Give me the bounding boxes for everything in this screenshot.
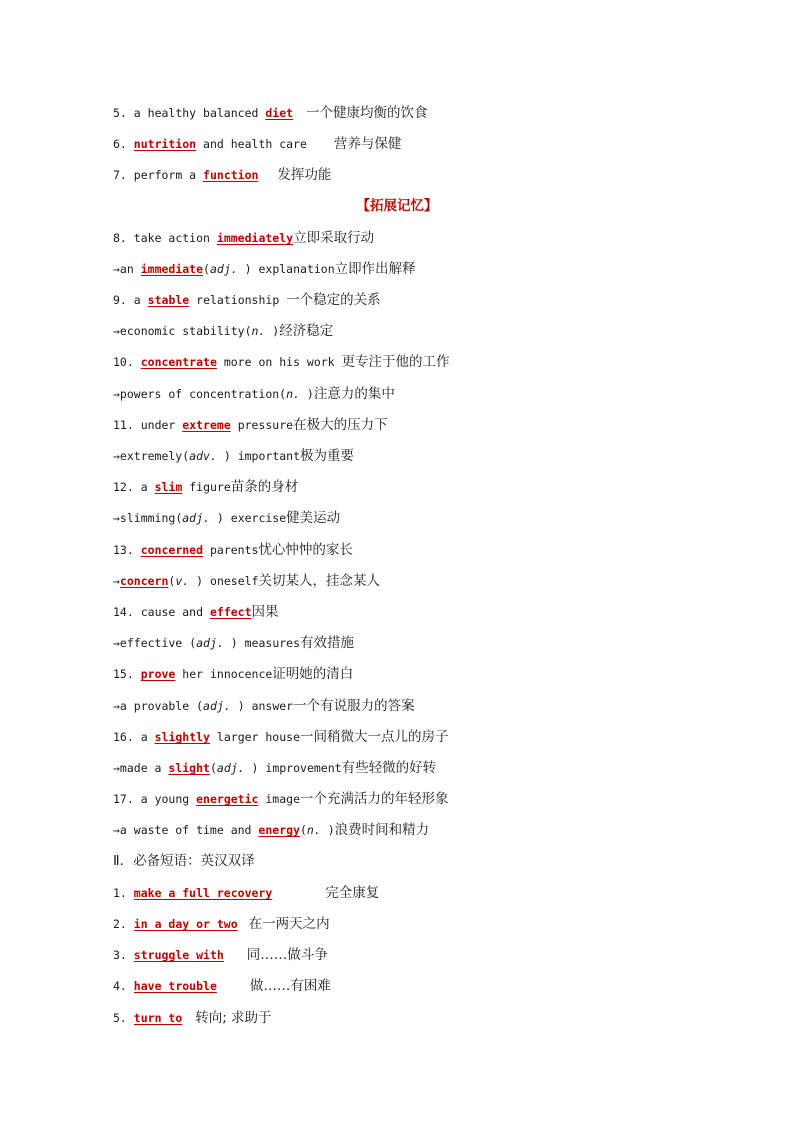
item-number: 5.: [113, 1011, 127, 1025]
phrase-text: her innocence: [182, 667, 273, 681]
answer-word: energy: [258, 823, 300, 837]
item-number: 8.: [113, 231, 127, 245]
paren-open: (: [299, 823, 307, 837]
item-number: 15.: [113, 667, 134, 681]
paren-close: ): [251, 761, 259, 775]
chinese-translation: 在极大的压力下: [293, 417, 388, 433]
section-heading-expand: 【拓展记忆】: [356, 198, 438, 214]
item-number: 3.: [113, 948, 127, 962]
chinese-translation: 有些轻微的好转: [341, 760, 437, 776]
answer-phrase: in a day or two: [133, 917, 238, 931]
part-of-speech: adj.: [182, 511, 210, 525]
derivation-prefix: →economic stability: [113, 324, 245, 338]
derivation-prefix: →slimming: [113, 511, 176, 525]
phrase-text: cause and: [140, 605, 204, 619]
vocab-line: [113, 352, 450, 372]
paren-close: ): [223, 449, 231, 463]
chinese-translation: 有效措施: [300, 635, 355, 651]
chinese-translation: 做……有困难: [249, 978, 331, 994]
answer-word: immediate: [140, 262, 204, 276]
phrase-text: figure: [189, 480, 231, 494]
part-of-speech: adv.: [189, 449, 217, 463]
answer-word: effect: [209, 605, 252, 619]
chinese-translation: 浪费时间和精力: [334, 822, 430, 838]
phrase-text: more on his work: [223, 355, 335, 369]
item-number: 12.: [113, 480, 134, 494]
item-number: 16.: [113, 730, 134, 744]
derivation-line: [113, 508, 340, 528]
vocab-line: [113, 415, 388, 435]
item-number: 7.: [113, 168, 127, 182]
chinese-translation: 同……做斗争: [246, 947, 328, 963]
phrase-text: important: [237, 449, 301, 463]
chinese-translation: 立即采取行动: [293, 230, 375, 246]
chinese-translation: 注意力的集中: [313, 386, 395, 402]
chinese-translation: 转向; 求助于: [195, 1010, 272, 1026]
part-of-speech: v.: [175, 574, 190, 588]
answer-phrase: make a full recovery: [133, 886, 273, 900]
derivation-prefix: →extremely: [113, 449, 183, 463]
phrase-text: measures: [244, 636, 301, 650]
answer-word: energetic: [196, 792, 259, 806]
chinese-translation: 更专注于他的工作: [341, 354, 450, 370]
chinese-translation: 一个充满活力的年轻形象: [300, 791, 449, 807]
derivation-prefix: →an: [113, 262, 134, 276]
part-of-speech: adj.: [216, 761, 245, 775]
phrase-text: take action: [133, 231, 210, 245]
paren-close: ): [244, 262, 252, 276]
vocab-line: [113, 477, 298, 497]
chinese-translation: 一间稍微大一点儿的房子: [300, 729, 449, 745]
chinese-translation: 忧心忡忡的家长: [258, 542, 353, 558]
derivation-line: [113, 384, 395, 404]
vocab-line: [113, 789, 449, 809]
phrase-line: [113, 1008, 272, 1028]
phrase-text: improvement: [265, 761, 342, 775]
item-number: 4.: [113, 979, 127, 993]
chinese-translation: 完全康复: [325, 885, 380, 901]
derivation-line: [113, 820, 429, 840]
part-of-speech: n.: [306, 823, 321, 837]
paren-close: ): [306, 387, 314, 401]
answer-word: diet: [265, 106, 294, 120]
phrase-text: a: [133, 293, 141, 307]
phrase-line: [113, 976, 331, 996]
derivation-line: [113, 696, 415, 716]
derivation-prefix: →: [113, 574, 120, 588]
phrase-line: [113, 945, 328, 965]
paren-close: ): [196, 574, 204, 588]
phrase-text: oneself: [210, 574, 259, 588]
answer-word: slim: [154, 480, 183, 494]
phrase-text: pressure: [237, 418, 294, 432]
answer-word: slight: [168, 761, 210, 775]
item-number: 1.: [113, 886, 127, 900]
paren-close: ): [230, 636, 238, 650]
chinese-translation: 健美运动: [286, 510, 341, 526]
vocab-line: [113, 727, 449, 747]
item-number: 2.: [113, 917, 127, 931]
phrase-text: perform a: [133, 168, 197, 182]
answer-phrase: struggle with: [133, 948, 224, 962]
derivation-line: [113, 321, 333, 341]
vocab-line: [113, 602, 279, 622]
paren-close: ): [237, 699, 245, 713]
chinese-translation: 一个健康均衡的饮食: [306, 105, 428, 121]
answer-word: stable: [147, 293, 190, 307]
item-number: 11.: [113, 418, 134, 432]
answer-word: function: [203, 168, 259, 182]
paren-open: (: [182, 449, 190, 463]
phrase-text: explanation: [258, 262, 335, 276]
answer-word: prove: [140, 667, 176, 681]
derivation-line: [113, 571, 380, 591]
phrase-line: [113, 883, 379, 903]
phrase-text: image: [265, 792, 300, 806]
vocab-line: [113, 664, 353, 684]
item-number: 6.: [113, 137, 127, 151]
chinese-translation: 因果: [251, 604, 279, 620]
item-number: 17.: [113, 792, 134, 806]
part-of-speech: adj.: [209, 262, 238, 276]
answer-word: concern: [119, 574, 169, 588]
part-of-speech: adj.: [203, 699, 231, 713]
phrase-text: a: [140, 730, 148, 744]
phrase-line: [113, 914, 330, 934]
phrase-text: a young: [140, 792, 190, 806]
chinese-translation: 在一两天之内: [248, 916, 330, 932]
answer-word: slightly: [154, 730, 210, 744]
phrase-text: under: [140, 418, 176, 432]
answer-word: nutrition: [133, 137, 197, 151]
paren-open: (: [279, 387, 287, 401]
paren-open: (: [196, 699, 204, 713]
phrase-text: a healthy balanced: [133, 106, 259, 120]
chinese-translation: 极为重要: [300, 448, 355, 464]
derivation-line: [113, 446, 354, 466]
vocab-line: [113, 228, 374, 248]
phrase-text: answer: [251, 699, 294, 713]
paren-open: (: [175, 511, 183, 525]
vocab-line: [113, 290, 381, 310]
chinese-translation: 一个稳定的关系: [286, 292, 381, 308]
paren-close: ): [272, 324, 280, 338]
answer-word: extreme: [182, 418, 231, 432]
paren-open: (: [189, 636, 197, 650]
derivation-prefix: →effective: [113, 636, 183, 650]
section-heading-phrases: Ⅱ．必备短语：英汉双译: [113, 853, 255, 869]
part-of-speech: adj.: [196, 636, 224, 650]
item-number: 5.: [113, 106, 127, 120]
answer-phrase: have trouble: [133, 979, 217, 993]
phrase-text: relationship: [196, 293, 280, 307]
derivation-prefix: →a provable: [113, 699, 190, 713]
item-number: 14.: [113, 605, 134, 619]
derivation-line: [113, 633, 354, 653]
derivation-prefix: →made a: [113, 761, 162, 775]
phrase-text: a: [140, 480, 148, 494]
part-of-speech: n.: [251, 324, 266, 338]
part-of-speech: n.: [286, 387, 300, 401]
item-number: 10.: [113, 355, 134, 369]
chinese-translation: 发挥功能: [277, 167, 332, 183]
answer-word: immediately: [216, 231, 294, 245]
vocab-line: [113, 134, 401, 154]
paren-close: ): [327, 823, 335, 837]
chinese-translation: 一个有说服力的答案: [293, 698, 415, 714]
item-number: 9.: [113, 293, 127, 307]
chinese-translation: 苗条的身材: [230, 479, 299, 495]
chinese-translation: 关切某人，挂念某人: [258, 573, 380, 589]
phrase-text: parents: [209, 543, 259, 557]
vocab-line: [113, 540, 353, 560]
paren-close: ): [216, 511, 224, 525]
phrase-text: larger house: [216, 730, 301, 744]
item-number: 13.: [113, 543, 134, 557]
chinese-translation: 经济稳定: [279, 323, 334, 339]
phrase-text: and health care: [203, 137, 307, 151]
derivation-line: [113, 259, 416, 279]
paren-open: (: [209, 761, 217, 775]
paren-open: (: [203, 262, 210, 276]
chinese-translation: 证明她的清白: [272, 666, 354, 682]
derivation-prefix: →powers of concentration: [113, 387, 280, 401]
derivation-line: [113, 758, 436, 778]
answer-word: concentrate: [140, 355, 217, 369]
paren-open: (: [168, 574, 176, 588]
chinese-translation: 营养与保健: [333, 136, 402, 152]
chinese-translation: 立即作出解释: [334, 261, 416, 277]
paren-open: (: [244, 324, 252, 338]
vocab-line: [113, 103, 428, 123]
phrase-text: exercise: [230, 511, 287, 525]
derivation-prefix: →a waste of time and: [113, 823, 252, 837]
vocab-line: [113, 165, 331, 185]
answer-word: concerned: [140, 543, 204, 557]
answer-phrase: turn to: [133, 1011, 183, 1025]
